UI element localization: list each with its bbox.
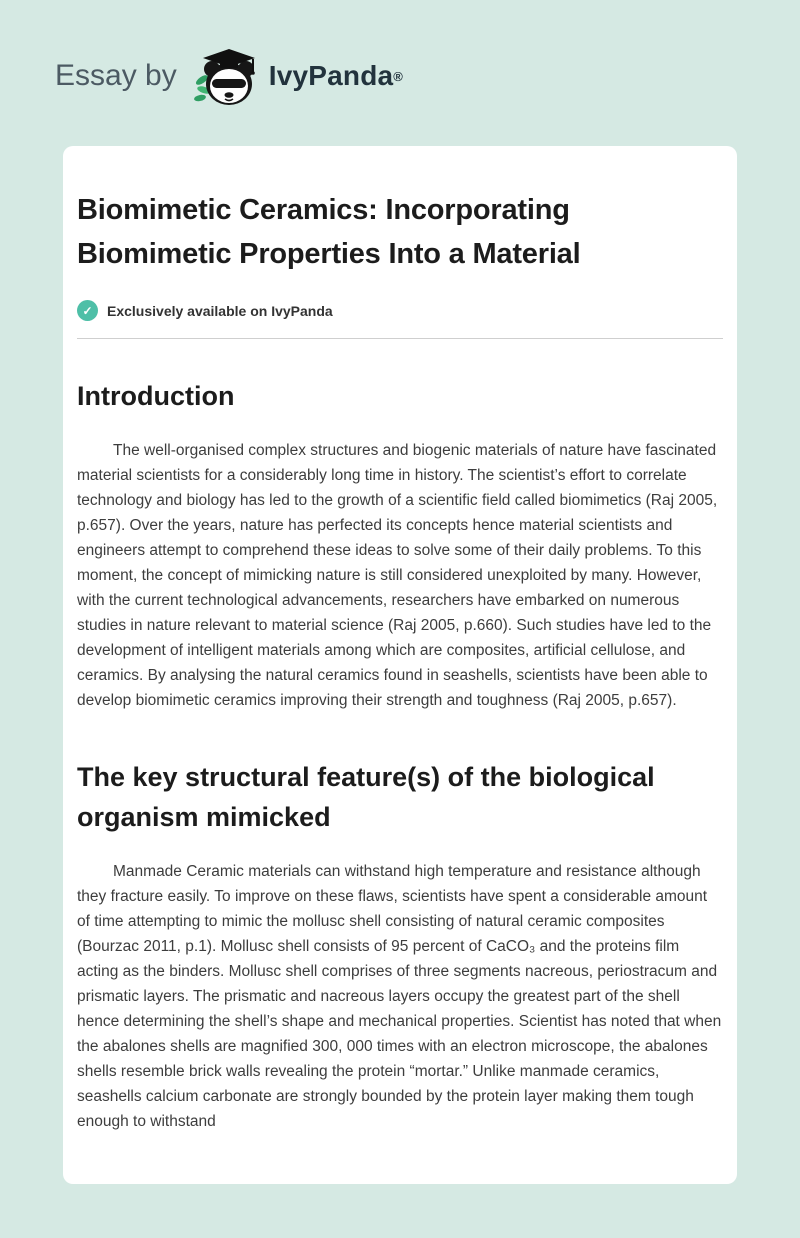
section-heading-key-structural-features: The key structural feature(s) of the biological organism mimicked xyxy=(77,762,655,832)
paragraph-key-structural-features: Manmade Ceramic materials can withstand high temperature and resistance although they fracture easily. To improve on these flaws, scientists have spent a considerable amount of time attempting to mimic the mollusc shell consisting of natural ceramic composites (Bourzac 2011, p.1). Mollusc shell consists of 95 percent of CaCO₃ and the proteins film acting as the binders. Mollusc shell comprises of three segments nacreous, periostracum and prismatic layers. The prismatic and nacreous layers occupy the greatest part of the shell hence determining the shell’s shape and mechanical properties. Scientist has noted that when the abalones shells are magnified 300, 000 times with an electron microscope, the abalones shells resemble brick walls revealing the protein “mortar.” Unlike manmade ceramics, seashells calcium carbonate are strongly bounded by the protein layer making them tough enough to withstand xyxy=(77,863,722,1130)
divider xyxy=(77,338,723,339)
section-introduction xyxy=(77,376,723,713)
section-heading-introduction: Introduction xyxy=(77,381,235,411)
check-icon: ✓ xyxy=(77,300,98,321)
essay-title: Biomimetic Ceramics: Incorporating Biomimetic Properties Into a Material xyxy=(77,194,581,270)
essay-by-label: Essay by xyxy=(55,59,177,92)
brand-name: IvyPanda xyxy=(268,60,394,91)
site-header xyxy=(55,38,737,106)
paragraph-introduction: The well-organised complex structures and biogenic materials of nature have fascinated material scientists for a considerably long time in history. The scientist’s effort to correlate technology and biology has led to the growth of a scientific field called biomimetics (Raj 2005, p.657). Over the years, nature has perfected its concepts hence material scientists and engineers attempt to comprehend these ideas to solve some of their daily problems. To this moment, the concept of mimicking nature is still considered unexploited by many. However, with the current technological advancements, researchers have embarked on numerous studies in nature relevant to material science (Raj 2005, p.660). Such studies have led to the development of intelligent materials among which are composites, artificial cellulose, and ceramics. By analysing the natural ceramics found in seashells, scientists have been able to develop biomimetic ceramics improving their strength and toughness (Raj 2005, p.657). xyxy=(77,442,718,709)
essay-card xyxy=(63,146,737,1184)
section-key-structural-features xyxy=(77,757,723,1134)
availability-badge xyxy=(77,300,723,321)
panda-icon xyxy=(193,46,259,106)
ivypanda-logo[interactable] xyxy=(193,46,403,106)
availability-text: Exclusively available on IvyPanda xyxy=(107,302,333,319)
registered-mark: ® xyxy=(393,68,403,84)
